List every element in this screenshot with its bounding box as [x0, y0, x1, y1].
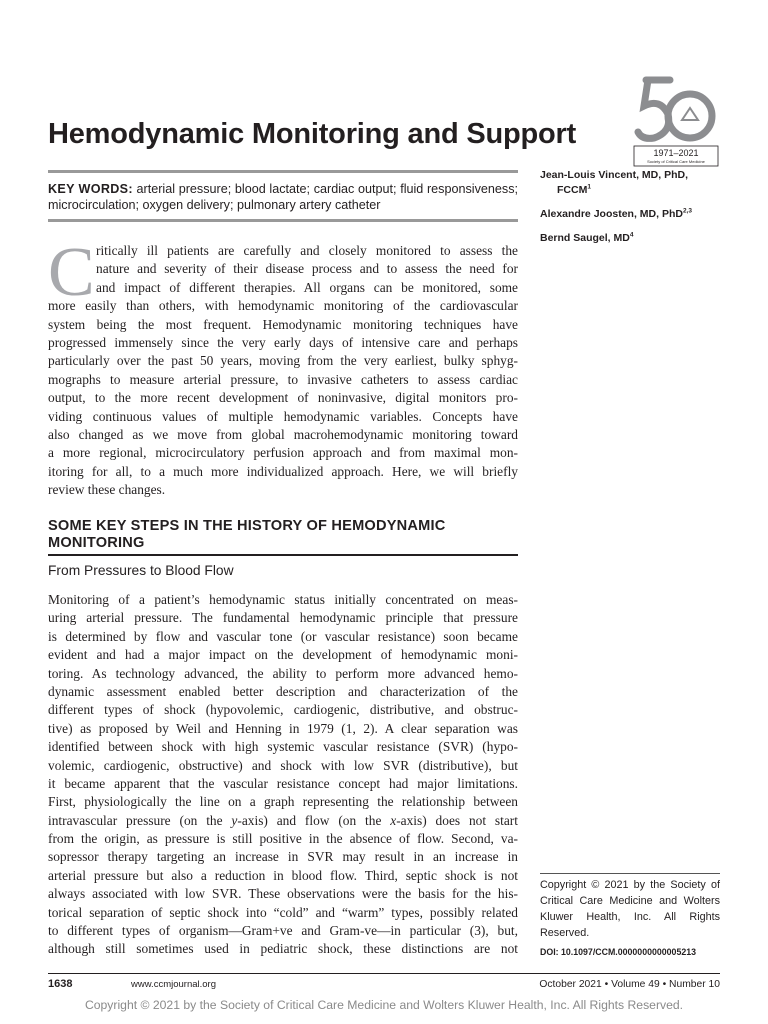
- text-line: progressed immensely since the very early days of intensive care and perhaps: [48, 334, 518, 350]
- text-line: review these changes.: [48, 482, 166, 498]
- page-number: 1638: [48, 978, 73, 990]
- keywords-box: [48, 181, 518, 213]
- text-line: always associated with low SVR. These observations were the basis for the his-: [48, 886, 518, 902]
- text-line: itoring for all, to a much more individualized approach. Here, we will briefly: [48, 463, 518, 479]
- section-heading-line: SOME KEY STEPS IN THE HISTORY OF HEMODYNAMIC: [48, 518, 446, 534]
- text-line: uring arterial pressure. The fundamental hemodynamic principle that pressure: [48, 610, 518, 626]
- text-line: to different types of organism—Gram+ve and Gram-ve—in particular (3), but,: [48, 923, 518, 939]
- author-item: [540, 231, 740, 246]
- footer-copyright: Copyright © 2021 by the Society of Critical Care Medicine and Wolters Kluwer Health, Inc. All Rights Reserved.: [84, 998, 684, 1012]
- text-line: mographs to measure arterial pressure, to invasive catheters to assess cardiac: [48, 371, 518, 387]
- author-item: [540, 207, 740, 222]
- author-list: [540, 168, 740, 255]
- text-line: also changed as we move from global macrohemodynamic monitoring toward: [48, 426, 518, 442]
- text-line: system being the most frequent. Hemodynamic monitoring techniques have: [48, 316, 518, 332]
- text-line: although still sometimes used in pediatric shock, these distinctions are not: [48, 941, 518, 957]
- author-name: Jean-Louis Vincent, MD, PhD,: [540, 169, 688, 181]
- text-line: viding continuous values of multiple hemodynamic variables. Concepts have: [48, 408, 518, 424]
- text-line: torical separation of septic shock into “cold” and “warm” types, possibly related: [48, 904, 518, 920]
- section-heading-line: MONITORING: [48, 535, 145, 551]
- author-name: Alexandre Joosten, MD, PhD: [540, 208, 683, 220]
- text-line: nature and severity of their disease process and to assess the need for: [96, 261, 518, 277]
- text-line: particularly over the past 50 years, moving from the very earliest, bulky sphyg-: [48, 353, 518, 369]
- sidebar-rule: [540, 873, 720, 874]
- logo-zero: [668, 94, 712, 138]
- text-line: is determined by flow and vascular tone (or vascular resistance) soon became: [48, 628, 518, 644]
- author-affiliation: 1: [587, 183, 591, 191]
- text-line: a more regional, microcirculatory perfusion approach and from maximal mon-: [48, 445, 518, 461]
- keywords-text: arterial pressure; blood lactate; cardiac output; fluid responsiveness; microcirculation; oxygen delivery; pulmonary artery catheter: [48, 182, 518, 212]
- text-line: tive) as proposed by Weil and Henning in 1979 (1, 2). A clear separation was: [48, 720, 518, 736]
- text-line: ritically ill patients are carefully and closely monitored to assess the: [96, 243, 518, 258]
- keywords-bottom-rule: [48, 219, 518, 222]
- text-line: volemic, cardiogenic, obstructive) and shock with low SVR (distributive), but: [48, 757, 518, 773]
- doi-label: DOI:: [540, 947, 562, 957]
- section-rule: [48, 554, 518, 556]
- text-line: identified between shock with high systemic vascular resistance (SVR) (hypo-: [48, 739, 518, 755]
- section-heading: [48, 518, 518, 552]
- text-line: different types of shock (hypovolemic, cardiogenic, distributive, and obstruc-: [48, 702, 518, 718]
- keywords-label: KEY WORDS:: [48, 182, 133, 196]
- text-line: dynamic assessment enabled better description and characterization of the: [48, 683, 518, 699]
- issue-info: October 2021 • Volume 49 • Number 10: [539, 979, 720, 990]
- journal-url-link[interactable]: www.ccmjournal.org: [131, 979, 216, 990]
- logo-society: Society of Critical Care Medicine: [647, 159, 705, 164]
- drop-cap: C: [48, 234, 95, 311]
- text-line: it became apparent that the vascular resistance concept had major limitations.: [48, 775, 518, 791]
- logo-five: [638, 80, 670, 138]
- subsection-heading: From Pressures to Blood Flow: [48, 563, 234, 578]
- logo-years: 1971–2021: [653, 148, 699, 158]
- text-line: more easily than others, with hemodynamic monitoring of the cardiovascular: [48, 298, 518, 314]
- body-paragraph: [48, 591, 518, 959]
- text-line: and impact of different therapies. All organs can be monitored, some: [96, 279, 518, 295]
- author-name: Bernd Saugel, MD: [540, 232, 630, 244]
- sidebar-copyright: Copyright © 2021 by the Society of Critical Care Medicine and Wolters Kluwer Health, Inc. All Rights Reserved.: [540, 879, 720, 939]
- anniversary-logo: [630, 76, 722, 168]
- text-line: sopressor therapy targeting an increase in SVR may result in an increase in: [48, 849, 518, 865]
- keywords-top-rule: [48, 170, 518, 173]
- author-affiliation: 4: [629, 231, 634, 239]
- text-line: output, to the more recent development of noninvasive, digital monitors pro-: [48, 390, 518, 406]
- article-title: Hemodynamic Monitoring and Support: [48, 118, 577, 150]
- text-line: First, physiologically the line on a graph representing the relationship between: [48, 794, 518, 810]
- intro-paragraph: [48, 242, 518, 499]
- doi: [540, 947, 740, 957]
- text-line: toring. As technology advanced, the ability to perform more advanced hemo-: [48, 665, 518, 681]
- text-line: evident and had a major impact on the development of hemodynamic moni-: [48, 647, 518, 663]
- text-line: from the origin, as pressure is still positive in the absence of flow. Second, va-: [48, 831, 518, 847]
- author-item: [540, 168, 740, 198]
- logo-emblem: [682, 108, 698, 120]
- text-line: arterial pressure but also a reduction in blood flow. Third, septic shock is not: [48, 867, 518, 883]
- author-affiliation: 2,3: [682, 207, 692, 215]
- text-line: Monitoring of a patient’s hemodynamic status initially concentrated on meas-: [48, 592, 518, 607]
- text-line: intravascular pressure (on the y-axis) and flow (on the x-axis) does not start: [48, 812, 518, 828]
- doi-link[interactable]: 10.1097/CCM.0000000000005213: [561, 947, 697, 957]
- footer-rule: [48, 973, 720, 974]
- author-credential: FCCM: [557, 184, 588, 196]
